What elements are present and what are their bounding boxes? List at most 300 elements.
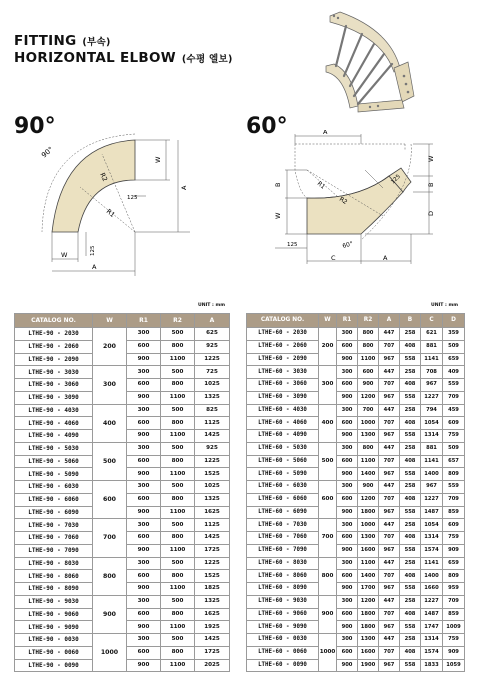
catalog-number-cell: LTHE-60 - 2030	[247, 328, 319, 341]
value-cell: 900	[337, 621, 358, 634]
value-cell: 408	[400, 570, 421, 583]
value-cell: 600	[127, 379, 161, 392]
value-cell: 1314	[421, 634, 443, 647]
table-90-header-row	[15, 314, 230, 328]
value-cell: 1227	[421, 391, 443, 404]
value-cell: 1100	[161, 353, 195, 366]
value-cell: 509	[443, 442, 465, 455]
value-cell: 408	[400, 455, 421, 468]
value-cell: 1800	[358, 621, 379, 634]
value-cell: 1660	[421, 583, 443, 596]
value-cell: 500	[161, 634, 195, 647]
column-header: R1	[337, 314, 358, 328]
value-cell: 609	[443, 417, 465, 430]
column-header: D	[443, 314, 465, 328]
title-fitting-korean: (부속)	[82, 37, 111, 48]
catalog-number-cell: LTHE-60 - 7090	[247, 544, 319, 557]
value-cell: 600	[127, 340, 161, 353]
label-60-a-bottom: A	[383, 254, 388, 262]
catalog-number-cell: LTHE-90 - 5030	[15, 442, 93, 455]
value-cell: 600	[337, 417, 358, 430]
value-cell: 300	[337, 595, 358, 608]
value-cell: 859	[443, 608, 465, 621]
value-cell: 967	[379, 544, 400, 557]
table-row	[247, 404, 465, 417]
value-cell: 300	[337, 481, 358, 494]
value-cell: 825	[195, 404, 230, 417]
width-cell: 300	[319, 366, 337, 404]
table-row	[247, 430, 465, 443]
catalog-number-cell: LTHE-90 - 4030	[15, 404, 93, 417]
unit-label-90: UNIT : mm	[198, 303, 226, 308]
table-row	[15, 595, 230, 608]
catalog-number-cell: LTHE-60 - 4030	[247, 404, 319, 417]
value-cell: 1009	[443, 621, 465, 634]
value-cell: 809	[443, 468, 465, 481]
value-cell: 759	[443, 532, 465, 545]
value-cell: 967	[379, 506, 400, 519]
value-cell: 300	[337, 519, 358, 532]
width-cell: 800	[319, 557, 337, 595]
value-cell: 258	[400, 404, 421, 417]
value-cell: 558	[400, 621, 421, 634]
table-row	[247, 608, 465, 621]
label-90-arc: 90°	[40, 145, 55, 160]
table-row	[247, 442, 465, 455]
table-row	[247, 468, 465, 481]
value-cell: 707	[379, 570, 400, 583]
value-cell: 1125	[195, 519, 230, 532]
value-cell: 1100	[358, 455, 379, 468]
value-cell: 900	[127, 659, 161, 672]
value-cell: 600	[337, 532, 358, 545]
value-cell: 1747	[421, 621, 443, 634]
table-row	[15, 366, 230, 379]
value-cell: 709	[443, 595, 465, 608]
value-cell: 1314	[421, 430, 443, 443]
table-row	[247, 455, 465, 468]
value-cell: 609	[443, 519, 465, 532]
value-cell: 1400	[421, 468, 443, 481]
width-cell: 200	[93, 328, 127, 366]
table-row	[247, 328, 465, 341]
value-cell: 900	[127, 506, 161, 519]
label-60-a-top: A	[323, 130, 328, 136]
width-cell: 600	[319, 481, 337, 519]
value-cell: 559	[443, 481, 465, 494]
value-cell: 558	[400, 353, 421, 366]
value-cell: 800	[161, 340, 195, 353]
value-cell: 1600	[358, 646, 379, 659]
catalog-number-cell: LTHE-60 - 8030	[247, 557, 319, 570]
value-cell: 1100	[161, 659, 195, 672]
value-cell: 447	[379, 557, 400, 570]
value-cell: 1400	[358, 570, 379, 583]
value-cell: 1227	[421, 493, 443, 506]
value-cell: 657	[443, 455, 465, 468]
value-cell: 725	[195, 366, 230, 379]
catalog-number-cell: LTHE-90 - 3030	[15, 366, 93, 379]
value-cell: 408	[400, 646, 421, 659]
column-header: R2	[161, 314, 195, 328]
value-cell: 300	[337, 634, 358, 647]
label-90-a-bottom: A	[92, 263, 97, 271]
label-60-r2: R2	[337, 195, 349, 206]
value-cell: 447	[379, 328, 400, 341]
unit-label-60: UNIT : mm	[431, 303, 459, 308]
value-cell: 258	[400, 557, 421, 570]
value-cell: 1425	[195, 634, 230, 647]
table-row	[15, 557, 230, 570]
column-header: B	[400, 314, 421, 328]
table-row	[247, 353, 465, 366]
value-cell: 500	[161, 404, 195, 417]
table-row	[247, 379, 465, 392]
label-90-a-right: A	[180, 185, 188, 190]
value-cell: 447	[379, 481, 400, 494]
catalog-number-cell: LTHE-60 - 9030	[247, 595, 319, 608]
value-cell: 1059	[443, 659, 465, 672]
value-cell: 900	[127, 391, 161, 404]
catalog-number-cell: LTHE-60 - 9060	[247, 608, 319, 621]
value-cell: 1700	[358, 583, 379, 596]
value-cell: 900	[358, 481, 379, 494]
width-cell: 1000	[319, 634, 337, 672]
label-60-arc: 60°	[341, 240, 354, 250]
value-cell: 1100	[358, 557, 379, 570]
value-cell: 1100	[161, 583, 195, 596]
catalog-number-cell: LTHE-60 - 4060	[247, 417, 319, 430]
value-cell: 1900	[358, 659, 379, 672]
value-cell: 1425	[195, 430, 230, 443]
value-cell: 1054	[421, 519, 443, 532]
value-cell: 500	[161, 557, 195, 570]
value-cell: 707	[379, 493, 400, 506]
catalog-number-cell: LTHE-60 - 7060	[247, 532, 319, 545]
column-header: C	[421, 314, 443, 328]
value-cell: 500	[161, 595, 195, 608]
value-cell: 300	[127, 557, 161, 570]
value-cell: 800	[161, 570, 195, 583]
table-row	[247, 621, 465, 634]
value-cell: 1141	[421, 455, 443, 468]
table-row	[247, 583, 465, 596]
value-cell: 408	[400, 532, 421, 545]
value-cell: 359	[443, 328, 465, 341]
value-cell: 300	[337, 557, 358, 570]
diagram-60-elbow	[265, 130, 450, 280]
catalog-number-cell: LTHE-90 - 8090	[15, 583, 93, 596]
column-header: A	[195, 314, 230, 328]
catalog-number-cell: LTHE-90 - 5060	[15, 455, 93, 468]
value-cell: 759	[443, 634, 465, 647]
diagram-90-elbow	[20, 132, 210, 282]
value-cell: 800	[161, 532, 195, 545]
column-header: W	[319, 314, 337, 328]
label-90-w-right: W	[154, 156, 162, 163]
value-cell: 447	[379, 404, 400, 417]
catalog-number-cell: LTHE-60 - 7030	[247, 519, 319, 532]
value-cell: 1225	[195, 455, 230, 468]
value-cell: 258	[400, 634, 421, 647]
value-cell: 709	[443, 493, 465, 506]
table-row	[15, 442, 230, 455]
value-cell: 707	[379, 340, 400, 353]
value-cell: 625	[195, 328, 230, 341]
title-horizontal-elbow: HORIZONTAL ELBOW	[14, 50, 176, 66]
label-90-125-right: 125	[127, 195, 138, 201]
catalog-number-cell: LTHE-60 - 3060	[247, 379, 319, 392]
value-cell: 900	[127, 430, 161, 443]
table-row	[247, 557, 465, 570]
value-cell: 300	[127, 404, 161, 417]
value-cell: 900	[337, 430, 358, 443]
catalog-number-cell: LTHE-60 - 6060	[247, 493, 319, 506]
label-90-125-bottom: 125	[90, 245, 96, 256]
catalog-number-cell: LTHE-90 - 4090	[15, 430, 93, 443]
table-60-elbow	[246, 313, 465, 672]
value-cell: 1141	[421, 557, 443, 570]
title-horizontal-elbow-korean: (수평 엘보)	[181, 54, 233, 65]
value-cell: 659	[443, 353, 465, 366]
value-cell: 707	[379, 608, 400, 621]
catalog-number-cell: LTHE-90 - 4060	[15, 417, 93, 430]
catalog-number-cell: LTHE-90 - 0030	[15, 634, 93, 647]
value-cell: 500	[161, 328, 195, 341]
value-cell: 258	[400, 519, 421, 532]
value-cell: 300	[337, 328, 358, 341]
value-cell: 967	[379, 583, 400, 596]
value-cell: 258	[400, 481, 421, 494]
value-cell: 1100	[161, 544, 195, 557]
table-row	[15, 519, 230, 532]
value-cell: 1125	[195, 417, 230, 430]
value-cell: 600	[337, 379, 358, 392]
column-header: R2	[358, 314, 379, 328]
table-row	[15, 404, 230, 417]
catalog-number-cell: LTHE-90 - 7030	[15, 519, 93, 532]
value-cell: 1833	[421, 659, 443, 672]
title-line-2	[14, 47, 233, 66]
label-60-w-right: W	[427, 155, 435, 162]
value-cell: 707	[379, 646, 400, 659]
value-cell: 900	[337, 506, 358, 519]
value-cell: 1025	[195, 379, 230, 392]
value-cell: 1100	[358, 353, 379, 366]
table-row	[247, 417, 465, 430]
table-row	[247, 532, 465, 545]
catalog-number-cell: LTHE-60 - 2060	[247, 340, 319, 353]
value-cell: 900	[127, 468, 161, 481]
value-cell: 1325	[195, 595, 230, 608]
value-cell: 1487	[421, 608, 443, 621]
table-row	[247, 340, 465, 353]
value-cell: 900	[337, 659, 358, 672]
catalog-number-cell: LTHE-60 - 3030	[247, 366, 319, 379]
value-cell: 967	[379, 353, 400, 366]
value-cell: 1300	[358, 430, 379, 443]
catalog-number-cell: LTHE-90 - 3060	[15, 379, 93, 392]
label-60-c-bottom: C	[331, 254, 336, 262]
value-cell: 900	[358, 379, 379, 392]
value-cell: 1487	[421, 506, 443, 519]
value-cell: 1200	[358, 493, 379, 506]
table-row	[15, 328, 230, 341]
value-cell: 300	[127, 634, 161, 647]
column-header: R1	[127, 314, 161, 328]
label-60-w-left: W	[274, 212, 282, 219]
catalog-number-cell: LTHE-90 - 2030	[15, 328, 93, 341]
value-cell: 967	[421, 379, 443, 392]
value-cell: 800	[161, 608, 195, 621]
value-cell: 1227	[421, 595, 443, 608]
value-cell: 1314	[421, 532, 443, 545]
catalog-number-cell: LTHE-60 - 5060	[247, 455, 319, 468]
value-cell: 900	[337, 583, 358, 596]
value-cell: 500	[161, 366, 195, 379]
value-cell: 558	[400, 544, 421, 557]
value-cell: 1800	[358, 608, 379, 621]
value-cell: 900	[127, 353, 161, 366]
elbow-product-illustration	[318, 6, 418, 114]
value-cell: 1574	[421, 544, 443, 557]
value-cell: 600	[337, 455, 358, 468]
catalog-number-cell: LTHE-90 - 6060	[15, 493, 93, 506]
catalog-number-cell: LTHE-90 - 7060	[15, 532, 93, 545]
value-cell: 1225	[195, 353, 230, 366]
value-cell: 800	[358, 340, 379, 353]
value-cell: 1800	[358, 506, 379, 519]
width-cell: 900	[93, 595, 127, 633]
label-60-125-right: 125	[390, 173, 402, 186]
value-cell: 300	[127, 328, 161, 341]
catalog-number-cell: LTHE-90 - 6030	[15, 481, 93, 494]
value-cell: 1400	[421, 570, 443, 583]
value-cell: 258	[400, 442, 421, 455]
value-cell: 659	[443, 557, 465, 570]
catalog-number-cell: LTHE-60 - 0060	[247, 646, 319, 659]
catalog-number-cell: LTHE-90 - 8060	[15, 570, 93, 583]
table-60-header-row	[247, 314, 465, 328]
width-cell: 300	[93, 366, 127, 404]
value-cell: 1325	[195, 391, 230, 404]
catalog-number-cell: LTHE-60 - 2090	[247, 353, 319, 366]
value-cell: 600	[358, 366, 379, 379]
value-cell: 1625	[195, 506, 230, 519]
table-row	[247, 595, 465, 608]
value-cell: 408	[400, 608, 421, 621]
value-cell: 859	[443, 506, 465, 519]
value-cell: 800	[161, 455, 195, 468]
width-cell: 800	[93, 557, 127, 595]
value-cell: 909	[443, 646, 465, 659]
column-header: W	[93, 314, 127, 328]
width-cell: 700	[93, 519, 127, 557]
value-cell: 559	[443, 379, 465, 392]
value-cell: 600	[127, 608, 161, 621]
value-cell: 881	[421, 442, 443, 455]
value-cell: 967	[379, 659, 400, 672]
value-cell: 1625	[195, 608, 230, 621]
label-60-b-right: B	[427, 182, 435, 187]
value-cell: 600	[337, 493, 358, 506]
value-cell: 1325	[195, 493, 230, 506]
value-cell: 2025	[195, 659, 230, 672]
value-cell: 1925	[195, 621, 230, 634]
catalog-number-cell: LTHE-90 - 2090	[15, 353, 93, 366]
value-cell: 900	[337, 353, 358, 366]
value-cell: 558	[400, 391, 421, 404]
value-cell: 967	[379, 468, 400, 481]
value-cell: 300	[337, 404, 358, 417]
value-cell: 1525	[195, 570, 230, 583]
value-cell: 447	[379, 519, 400, 532]
value-cell: 707	[379, 532, 400, 545]
value-cell: 1000	[358, 417, 379, 430]
width-cell: 700	[319, 519, 337, 557]
value-cell: 707	[379, 379, 400, 392]
value-cell: 967	[379, 391, 400, 404]
table-row	[15, 634, 230, 647]
value-cell: 600	[337, 608, 358, 621]
label-90-r1: R1	[104, 207, 117, 220]
angle-60-heading: 60°	[246, 114, 288, 139]
catalog-number-cell: LTHE-90 - 0060	[15, 646, 93, 659]
value-cell: 1054	[421, 417, 443, 430]
value-cell: 409	[443, 366, 465, 379]
value-cell: 600	[337, 340, 358, 353]
value-cell: 600	[337, 570, 358, 583]
catalog-number-cell: LTHE-60 - 8060	[247, 570, 319, 583]
table-row	[247, 481, 465, 494]
value-cell: 707	[379, 455, 400, 468]
value-cell: 300	[337, 442, 358, 455]
catalog-number-cell: LTHE-90 - 9030	[15, 595, 93, 608]
value-cell: 881	[421, 340, 443, 353]
width-cell: 500	[319, 442, 337, 480]
value-cell: 700	[358, 404, 379, 417]
value-cell: 900	[127, 544, 161, 557]
value-cell: 600	[127, 570, 161, 583]
table-row	[247, 506, 465, 519]
value-cell: 408	[400, 493, 421, 506]
width-cell: 1000	[93, 634, 127, 672]
value-cell: 300	[127, 519, 161, 532]
angle-90-heading: 90°	[14, 114, 56, 139]
catalog-number-cell: LTHE-60 - 3090	[247, 391, 319, 404]
catalog-number-cell: LTHE-60 - 5090	[247, 468, 319, 481]
table-90-elbow	[14, 313, 230, 672]
value-cell: 408	[400, 379, 421, 392]
value-cell: 959	[443, 583, 465, 596]
table-row	[247, 366, 465, 379]
value-cell: 794	[421, 404, 443, 417]
value-cell: 1025	[195, 481, 230, 494]
value-cell: 558	[400, 430, 421, 443]
value-cell: 1100	[161, 430, 195, 443]
value-cell: 500	[161, 519, 195, 532]
table-row	[247, 519, 465, 532]
value-cell: 1725	[195, 646, 230, 659]
value-cell: 709	[443, 391, 465, 404]
value-cell: 800	[161, 379, 195, 392]
value-cell: 1525	[195, 468, 230, 481]
value-cell: 1100	[161, 621, 195, 634]
value-cell: 459	[443, 404, 465, 417]
value-cell: 408	[400, 340, 421, 353]
value-cell: 447	[379, 595, 400, 608]
value-cell: 600	[127, 532, 161, 545]
